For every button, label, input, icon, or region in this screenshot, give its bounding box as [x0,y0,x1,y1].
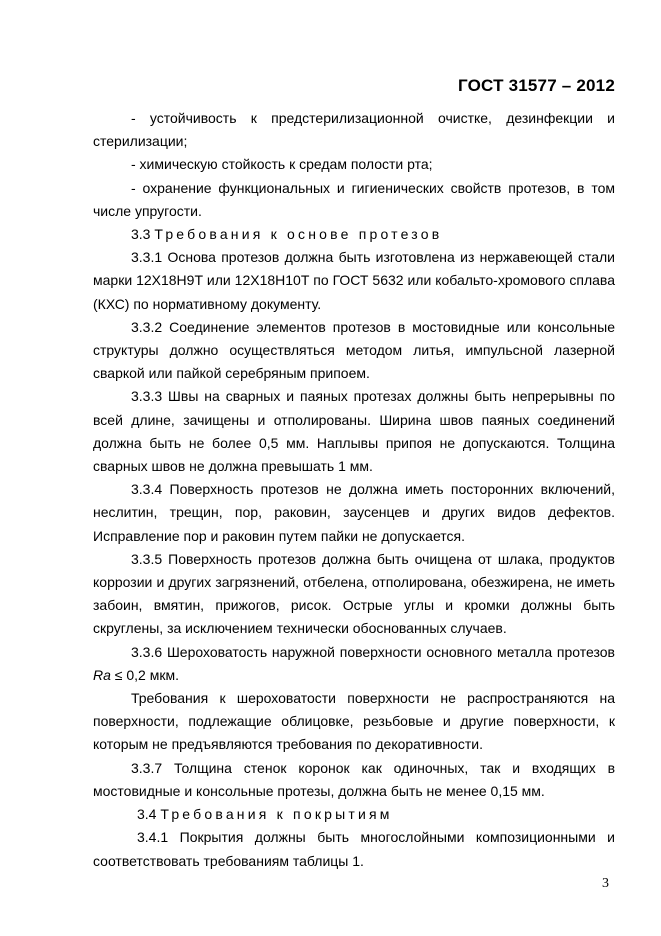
paragraph-3-3-7: 3.3.7 Толщина стенок коронок как одиночных, так и входящих в мостовидные и консольные протезы, должна быть не менее 0,15 мм. [93,759,615,799]
section-3-4-title: Требования к покрытиям [160,806,393,823]
paragraph-3-3-1: 3.3.1 Основа протезов должна быть изготовлена из нержавеющей стали марки 12Х18Н9Т или 12Х18Н10Т по ГОСТ 5632 или кобальто-хромового сплава (КХС) по нормативному документу. [93,249,615,312]
paragraph-3-3-5: 3.3.5 Поверхность протезов должна быть очищена от шлака, продуктов коррозии и других загрязнений, отбелена, отполирована, обезжирена, не иметь забоин, вмятин, прижогов, рисок. Острые углы и кромки должны быть скруглены, за исключением технически обоснованных случаев. [93,550,615,637]
section-3-3-heading [93,223,615,246]
document-id: ГОСТ 31577 – 2012 [458,76,615,95]
paragraph-3-4-1: 3.4.1 Покрытия должны быть многослойными композиционными и соответствовать требованиям таблицы 1. [93,829,615,869]
paragraph-3-3-4: 3.3.4 Поверхность протезов не должна иметь посторонних включений, неслитин, трещин, пор, раковин, заусенцев и других видов дефектов. Исправление пор и раковин путем пайки не допускается. [93,481,615,544]
bullet-functional-properties: - охранение функциональных и гигиенических свойств протезов, в том числе упругости. [93,179,615,219]
bullet-chemical-resistance: - химическую стойкость к средам полости рта; [131,156,433,173]
section-3-4-number: 3.4 [137,806,157,823]
paragraph-3-3-6-note: Требования к шероховатости поверхности не распространяются на поверхности, подлежащие облицовке, резьбовые и другие поверхности, к которым не предъявляются требования по декоративности. [93,690,615,753]
paragraph-3-3-6 [93,641,615,687]
paragraph-3-3-2: 3.3.2 Соединение элементов протезов в мостовидные или консольные структуры должно осуществляться методом литья, импульсной лазерной сваркой или пайкой серебряным припоем. [93,318,615,382]
main-text [93,107,615,873]
roughness-symbol: Ra [93,666,111,683]
paragraph-3-3-6-text: 3.3.6 Шероховатость наружной поверхности основного металла протезов [131,643,615,660]
roughness-value: ≤ 0,2 мкм. [110,666,179,683]
section-3-3-title: Требования к основе протезов [154,226,443,243]
page-number: 3 [602,876,609,891]
section-3-3-number: 3.3 [131,226,151,243]
section-3-4-heading [93,803,615,826]
paragraph-3-3-3: 3.3.3 Швы на сварных и паяных протезах должны быть непрерывны по всей длине, зачищены и отполированы. Ширина швов паяных соединений должна быть не более 0,5 мм. Наплывы припоя не допускаются. Толщина сварных швов не должна превышать 1 мм. [93,388,615,475]
bullet-sterilization: - устойчивость к предстерилизационной очистке, дезинфекции и стерилизации; [93,110,615,150]
